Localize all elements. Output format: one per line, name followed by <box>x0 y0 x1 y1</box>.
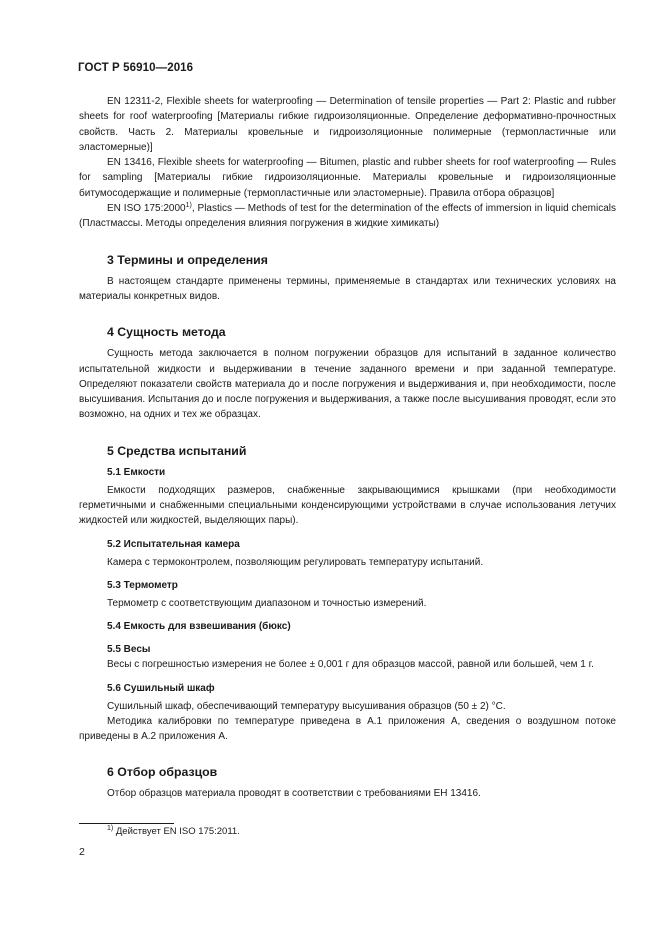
section-3-heading: 3 Термины и определения <box>107 252 268 267</box>
section-6-heading: 6 Отбор образцов <box>107 765 218 780</box>
reference-en-12311-2: EN 12311-2, Flexible sheets for waterproofing — Determination of tensile properties — Part 2: Plastic and rubber sheets for roof waterproofing [Материалы гибкие гидроизоляционные. Определение деформативно-прочностных свойств. Часть 2. Материалы кровельные и гидроизоляционные полимерные (термопластичные или эластомерные)] <box>79 96 616 153</box>
section-5-heading: 5 Средства испытаний <box>107 443 247 458</box>
standard-header: ГОСТ Р 56910—2016 <box>78 62 194 74</box>
reference-en-iso-175 <box>79 201 616 232</box>
subsection-5-2-body: Камера с термоконтролем, позволяющим регулировать температуру испытаний. <box>107 556 484 568</box>
subsection-5-5-body: Весы с погрешностью измерения не более ± 0,001 г для образцов массой, равной или большей, чем 1 г. <box>107 659 594 671</box>
subsection-5-6-body-2: Методика калибровки по температуре приведена в А.1 приложения А, сведения о воздушном потоке приведены в А.2 приложения А. <box>79 715 616 743</box>
reference-en-13416: EN 13416, Flexible sheets for waterproofing — Bitumen, plastic and rubber sheets for roof waterproofing — Rules for sampling [Материалы гибкие гидроизоляционные. Материалы кровельные и гидроизоляционные битумосодержащие и полимерные (термопластичные или эластомерные). Правила отбора образцов] <box>79 157 616 199</box>
footnote <box>107 826 240 837</box>
subsection-5-5-heading: 5.5 Весы <box>107 644 151 656</box>
subsection-5-2-heading: 5.2 Испытательная камера <box>107 538 240 550</box>
subsection-5-1-heading: 5.1 Емкости <box>107 466 166 478</box>
iso-reference-text: , Plastics — Methods of test for the determination of the effects of immersion in liquid chemicals (Пластмассы. Методы определения влияния погружения в жидкие химикаты) <box>79 203 616 230</box>
subsection-5-6-heading: 5.6 Сушильный шкаф <box>107 682 215 694</box>
section-6-body: Отбор образцов материала проводят в соответствии с требованиями ЕН 13416. <box>107 788 481 800</box>
page-content <box>79 94 616 802</box>
footnote-mark: 1) <box>107 825 114 832</box>
section-4-heading: 4 Сущность метода <box>107 325 226 340</box>
page-number: 2 <box>79 846 85 858</box>
footnote-divider <box>79 823 174 824</box>
subsection-5-3-heading: 5.3 Термометр <box>107 579 178 591</box>
section-4-body: Сущность метода заключается в полном погружении образцов для испытаний в заданное количество испытательной жидкости и выдерживании в течение заданного времени и при заданной температуре. Определяют показатели свойств материала до и после погружения и выдерживания и, при необходимости, после высушивания. Испытания до и после погружения и выдерживания, а также после высушивания проводят, если это возможно, на одних и тех же образцах. <box>79 348 616 421</box>
section-3-body: В настоящем стандарте применены термины, применяемые в стандартах или технических условиях на материалы конкретных видов. <box>79 275 616 302</box>
subsection-5-4-heading: 5.4 Емкость для взвешивания (бюкс) <box>107 621 291 633</box>
footnote-text: Действует EN ISO 175:2011. <box>113 826 240 837</box>
subsection-5-1-body: Емкости подходящих размеров, снабженные закрывающимися крышками (при необходимости герметичными и снабженными специальными конденсирующими устройствами в случае использования летучих жидкостей или жидкостей, выделяющих пары). <box>79 484 616 527</box>
subsection-5-3-body: Термометр с соответствующим диапазоном и точностью измерений. <box>107 597 427 609</box>
footnote-marker[interactable]: 1) <box>185 202 192 210</box>
subsection-5-6-body-1: Сушильный шкаф, обеспечивающий температуру высушивания образцов (50 ± 2) °С. <box>107 700 506 712</box>
iso-reference-code: EN ISO 175:2000 <box>107 203 186 215</box>
